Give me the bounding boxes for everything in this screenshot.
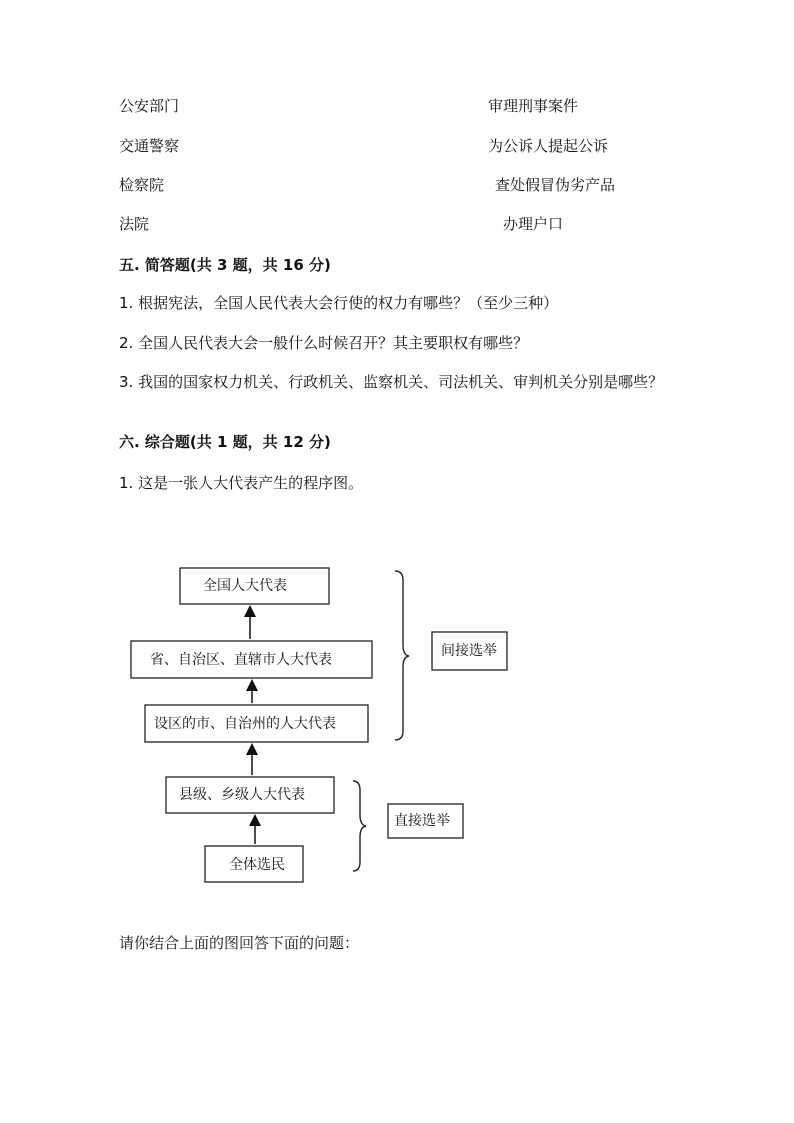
match-left-4: 法院 [119,215,150,233]
box-national-label: 全国人大代表 [203,578,287,594]
direct-election-label: 直接选举 [394,813,450,829]
match-right-4: 办理户口 [503,215,564,233]
match-right-1: 审理刑事案件 [488,97,579,115]
section6-title: 六. 综合题(共 1 题，共 12 分) [119,433,331,451]
section6-followup: 请你结合上面的图回答下面的问题： [119,934,360,952]
brace-indirect [395,571,409,740]
indirect-election-label: 间接选举 [441,643,497,659]
box-county-label: 县级、乡级人大代表 [179,787,305,803]
match-left-1: 公安部门 [119,97,180,115]
box-provincial-label: 省、自治区、直辖市人大代表 [150,652,332,668]
match-right-3: 查处假冒伪劣产品 [495,176,616,194]
box-voters-label: 全体选民 [229,857,285,873]
box-city-label: 设区的市、自治州的人大代表 [154,716,336,732]
match-left-3: 检察院 [119,176,165,194]
brace-direct [353,781,366,871]
section5-q2: 2. 全国人民代表大会一般什么时候召开？其主要职权有哪些？ [119,334,529,352]
section5-title: 五. 简答题(共 3 题，共 16 分) [119,256,331,274]
match-left-2: 交通警察 [119,137,180,155]
section5-q3: 3. 我国的国家权力机关、行政机关、监察机关、司法机关、审判机关分别是哪些？ [119,373,664,391]
section5-q1: 1. 根据宪法，全国人民代表大会行使的权力有哪些？（至少三种） [119,294,559,312]
match-right-2: 为公诉人提起公诉 [488,137,609,155]
section6-q1: 1. 这是一张人大代表产生的程序图。 [119,474,364,492]
